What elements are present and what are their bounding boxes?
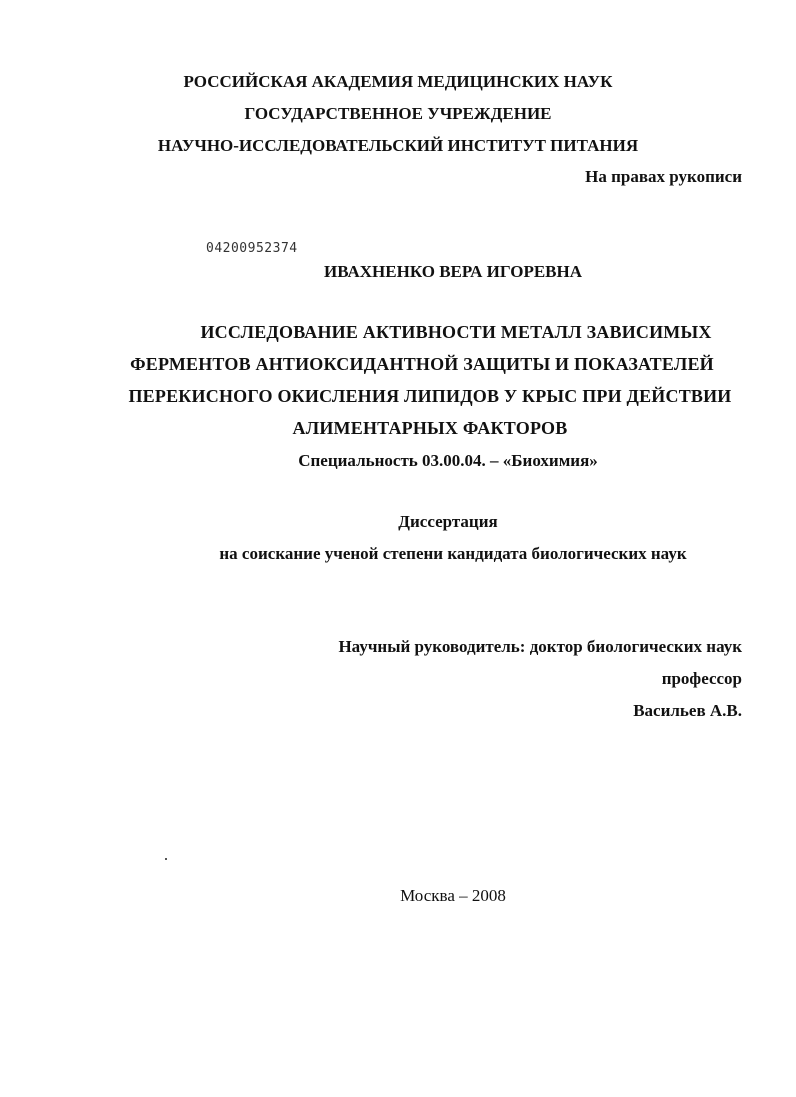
place-and-year: Москва – 2008 bbox=[400, 886, 506, 905]
supervisor-line-2: профессор bbox=[661, 669, 742, 688]
title-line-2: ФЕРМЕНТОВ АНТИОКСИДАНТНОЙ ЗАЩИТЫ И ПОКАЗАТЕЛЕЙ bbox=[130, 354, 714, 374]
work-type: Диссертация bbox=[398, 512, 498, 531]
title-line-1: ИССЛЕДОВАНИЕ АКТИВНОСТИ МЕТАЛЛ ЗАВИСИМЫХ bbox=[200, 322, 712, 342]
title-line-3: ПЕРЕКИСНОГО ОКИСЛЕНИЯ ЛИПИДОВ У КРЫС ПРИ ДЕЙСТВИИ bbox=[128, 386, 732, 406]
specialty: Специальность 03.00.04. – «Биохимия» bbox=[298, 451, 598, 470]
title-line-4: АЛИМЕНТАРНЫХ ФАКТОРОВ bbox=[292, 418, 568, 438]
author-name: ИВАХНЕНКО ВЕРА ИГОРЕВНА bbox=[323, 262, 583, 281]
organization-line-2: ГОСУДАРСТВЕННОЕ УЧРЕЖДЕНИЕ bbox=[244, 104, 552, 123]
supervisor-line-1: Научный руководитель: доктор биологических наук bbox=[338, 637, 742, 656]
manuscript-note: На правах рукописи bbox=[585, 167, 742, 186]
scan-speck bbox=[165, 858, 167, 860]
organization-line-1: РОССИЙСКАЯ АКАДЕМИЯ МЕДИЦИНСКИХ НАУК bbox=[183, 72, 613, 91]
degree: на соискание ученой степени кандидата биологических наук bbox=[219, 544, 687, 563]
registration-number: 04200952374 bbox=[206, 241, 298, 256]
organization-line-3: НАУЧНО-ИССЛЕДОВАТЕЛЬСКИЙ ИНСТИТУТ ПИТАНИЯ bbox=[157, 136, 639, 155]
supervisor-line-3: Васильев А.В. bbox=[633, 701, 742, 720]
